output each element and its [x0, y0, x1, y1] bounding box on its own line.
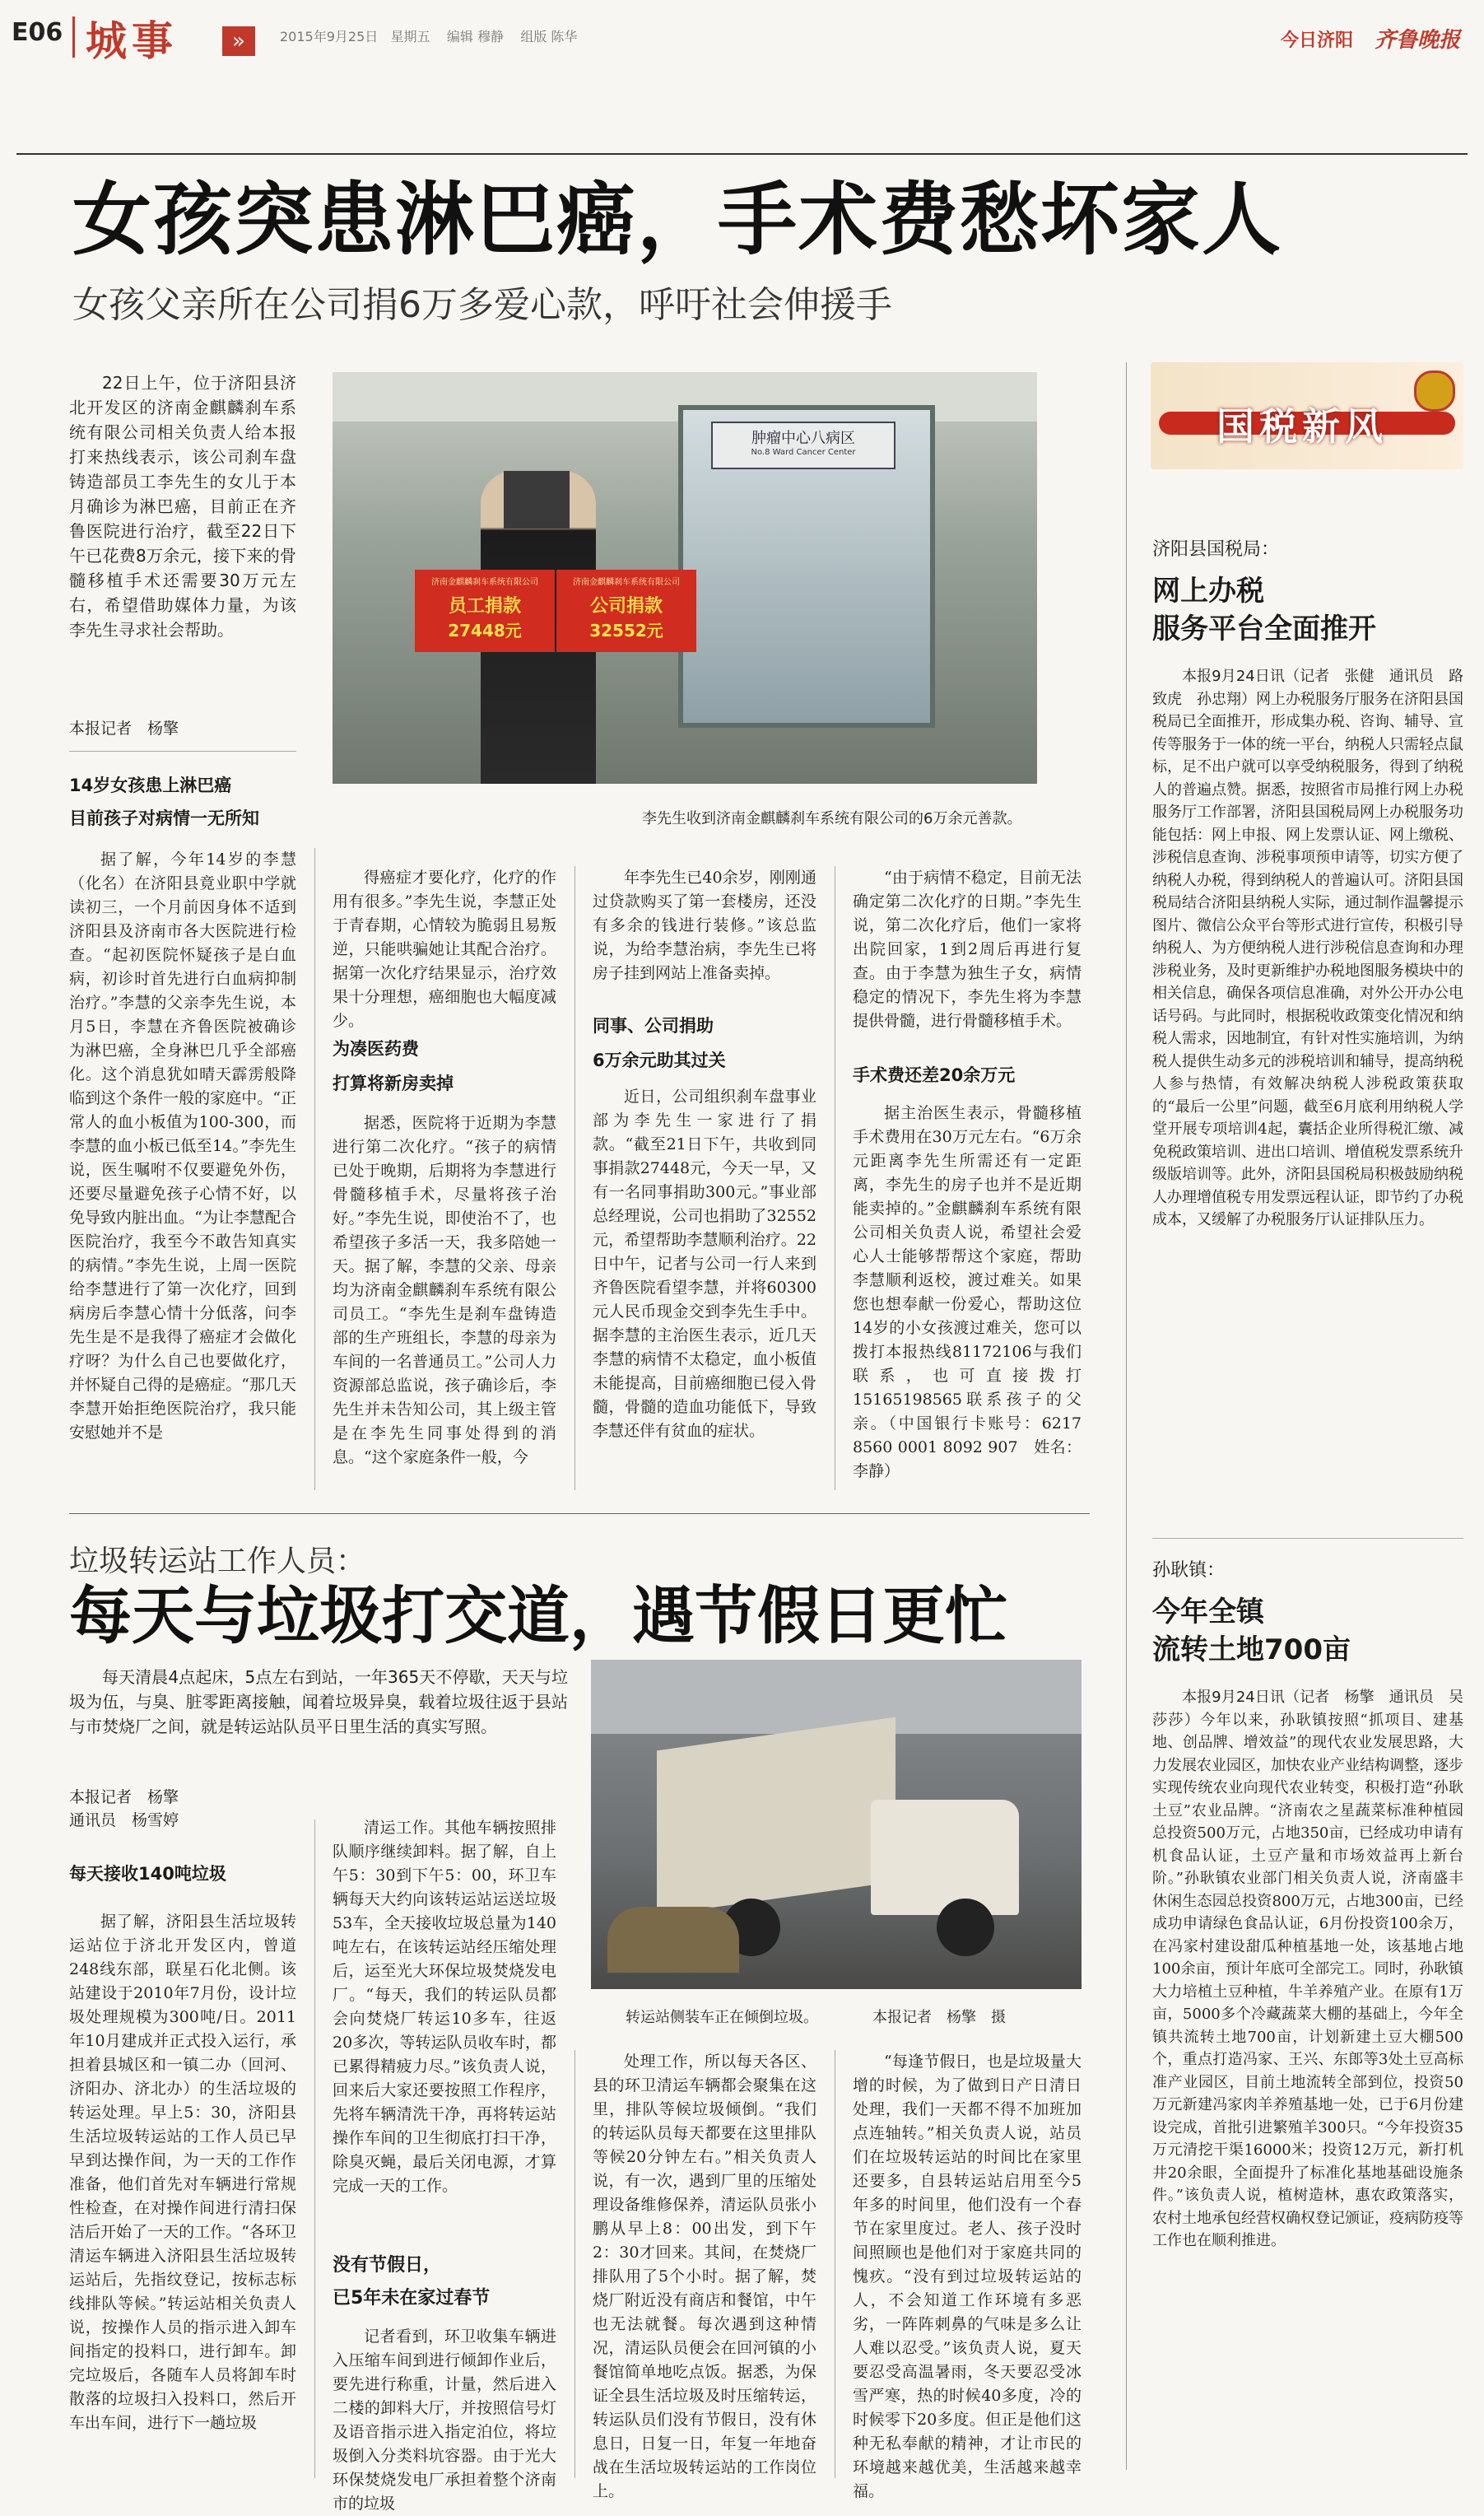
story1-photo-caption: 李先生收到济南金麒麟刹车系统有限公司的6万余元善款。	[642, 810, 1022, 827]
story2-byline-1: 本报记者 杨擎	[69, 1788, 179, 1806]
story1-subhead-1: 14岁女孩患上淋巴癌	[69, 776, 232, 795]
story1-lead-rule	[69, 751, 296, 752]
story1-col2-subhead-2: 打算将新房卖掉	[333, 1074, 454, 1093]
sidebar-story2-body	[1152, 1686, 1463, 2476]
story1-byline: 本报记者 杨擎	[69, 720, 179, 738]
header-divider	[72, 16, 75, 58]
tax-logo-title: 国税新风	[1217, 404, 1388, 449]
weekday: 星期五	[390, 29, 430, 44]
story1-col1: 据了解，今年14岁的李慧（化名）在济阳县竟业职中学就读初三，一个月前因身体不适到济阳县及济南市各大医院进行检查。“起初医院怀疑孩子是白血病，初诊时首先进行白血病抑制治疗。”李慧的父亲李先生说，本月5日，李慧在齐鲁医院被确诊为淋巴癌，全身淋巴几乎全部癌化。这个消息犹如晴天霹雳般降临到这个条件一般的家庭中。“正常人的血小板值为100-300，而李慧的血小板已低至14。”李先生说，医生嘱咐不仅要避免外伤，还要尽量避免孩子心情不好，以免导致内脏出血。“为让李慧配合医院治疗，我至今不敢告知真实的病情。”李先生说，上周一医院给李慧进行了第一次化疗，回到病房后李慧心情十分低落，问李先生是不是我得了癌症才会做化疗呀？为什么自己也要做化疗，并怀疑自己得的是癌症。“那几天李慧开始拒绝医院治疗，我只能安慰她并不是	[69, 850, 296, 1442]
story2-photo-credit: 本报记者 杨擎 摄	[872, 2009, 1006, 2026]
story1-col2b: 据悉，医院将于近期为李慧进行第二次化疗。“孩子的病情已处于晚期，后期将为李慧进行骨髓移植手术，尽量将孩子治好。”李先生说，即使治不了，也希望孩子多活一天，我多陪她一天。据了解，李慧的父亲、母亲均为济南金麒麟刹车系统有限公司员工。“李先生是刹车盘铸造部的生产班组长，李慧的母亲为车间的一名普通员工。”公司人力资源部总监说，孩子确诊后，李先生并未告知公司，其上级主管是在李先生同事处得到的消息。“这个家庭条件一般，今	[333, 1114, 556, 1466]
sidebar-story1-title-1: 网上办税	[1152, 575, 1264, 608]
story1-col2: 得癌症才要化疗，化疗的作用有很多。”李先生说，李慧正处于青春期，心情较为脆弱且易叛逆，只能哄骗她让其配合治疗。据第一次化疗结果显示，治疗效果十分理想，癌细胞也大幅度减少。	[333, 869, 556, 1030]
story2-top-rule	[69, 1513, 1090, 1514]
story1-col4-subhead: 手术费还差20余万元	[853, 1065, 1016, 1085]
col-divider	[314, 1819, 315, 2478]
story1-subhead: 女孩父亲所在公司捐6万多爱心款，呼吁社会伸援手	[72, 284, 892, 326]
section-title: 城事	[86, 17, 178, 65]
story1-col2-subhead-1: 为凑医药费	[333, 1039, 419, 1059]
header-meta	[280, 26, 577, 45]
sidebar-story1-text: 网上办税服务厅服务在济阳县国税局已全面推开，形成集办税、咨询、辅导、宣传等服务于一体的统一平台，纳税人只需轻点鼠标，足不出户就可以享受纳税服务，得到了纳税人的普遍点赞。据悉，按照省市局推行网上办税服务厅工作部署，济阳县国税局网上办税服务功能包括：网上申报、网上发票认证、网上缴税、涉税信息查询、涉税事项预申请等，切实方便了纳税人办税，得到纳税人的普遍认可。济阳县国税局结合济阳县纳税人实际，通过制作温馨提示图片、微信公众平台等形式进行宣传，积极引导纳税人、为方便纳税人进行涉税信息查询和办理涉税业务，及时更新维护办税地图服务模块中的相关信息，确保各项信息准确，对外公开办公电话号码。与此同时，根据税收政策变化情况和纳税人需求，因地制宜，有针对性实施培训，为纳税人提供生动多元的涉税培训和辅导，提高纳税人参与热情，有效解决纳税人涉税政策获取的“最后一公里”问题，截至6月底利用纳税人学堂开展专项培训4起，囊括企业所得税汇缴、减免税政策培训、进出口培训、增值税发票系统升级版培训等。此外，济阳县国税局积极鼓励纳税人办理增值税专用发票远程认证，即节约了办税成本，又缓解了办税服务厅认证排队压力。	[1152, 690, 1463, 1228]
story2-col1: 据了解，济阳县生活垃圾转运站位于济北开发区内，曾道248线东部，联星石化北侧。该站建设于2010年7月份，设计垃圾处理规模为300吨/日。2011年10月建成并正式投入运行，承担着县城区和一镇二办（回河、济阳办、济北办）的生活垃圾的转运处理。早上5：30，济阳县生活垃圾转运站的工作人员已早早到达操作间，为一天的工作作准备，他们首先对车辆进行常规性检查，在对操作间进行清扫保洁后开始了一天的工作。“各环卫清运车辆进入济阳县生活垃圾转运站后，先指纹登记，按标志标线排队等候。”转运站相关负责人说，按操作人员的指示进入卸车间指定的投料口，进行卸车。卸完垃圾后，各随车人员将卸车时散落的垃圾扫入投料口，然后开车出车间，进行下一趟垃圾	[69, 1913, 296, 2432]
story2-photo	[591, 1660, 1082, 1989]
story1-col4b: 据主治医生表示，骨髓移植手术费用在30万元左右。“6万余元距离李先生所需还有一定距离，李先生的房子也并不是近期能卖掉的。”金麒麟刹车系统有限公司相关负责人说，希望社会爱心人士能够帮帮这个家庭，帮助李慧顺利返校，渡过难关。如果您也想奉献一份爱心，帮助这位14岁的小女孩渡过难关，您可以拨打本报热线81172106与我们联系，也可直接拨打15165198565联系孩子的父亲。（中国银行卡账号：6217 8560 0001 8092 907 姓名：李静）	[853, 1104, 1082, 1480]
sidebar-story2-title-2: 流转土地700亩	[1152, 1633, 1351, 1666]
story1-col4: “由于病情不稳定，目前无法确定第二次化疗的日期。”李先生说，第二次化疗后，他们一家将出院回家，1到2周后再进行复查。由于李慧为独生子女，病情稳定的情况下，李先生将为李慧提供骨髓，进行骨髓移植手术。	[853, 869, 1082, 1030]
editor: 编辑 穆静	[446, 29, 504, 44]
story1-col3: 年李先生已40余岁，刚刚通过贷款购买了第一套楼房，还没有多余的钱进行装修。”该总监说，为给李慧治病，李先生已将房子挂到网站上准备卖掉。	[593, 869, 816, 982]
paper-logo: 齐鲁晚报	[1375, 28, 1461, 53]
sidebar-story2-title-1: 今年全镇	[1152, 1596, 1264, 1628]
truck-wheel	[937, 1899, 994, 1956]
story2-byline-2: 通讯员 杨雪婷	[69, 1811, 179, 1829]
donation-banner-left: 济南金麒麟刹车系统有限公司 员工捐款 27448元	[415, 570, 555, 652]
sidebar-story1-body	[1152, 665, 1463, 1513]
sidebar-story1-byline: 本报9月24日讯（记者 张健 通讯员 路致虎 孙忠翔）	[1152, 668, 1463, 708]
story1-lead: 22日上午，位于济阳县济北开发区的济南金麒麟刹车系统有限公司相关负责人给本报打来热线表示，该公司刹车盘铸造部员工李先生的女儿于本月确诊为淋巴癌，目前正在齐鲁医院进行治疗，截至22日下午已花费8万余元，接下来的骨髓移植手术还需要30万元左右，希望借助媒体力量，为该李先生寻求社会帮助。	[69, 373, 296, 640]
page-code: E06	[12, 18, 63, 47]
section-arrow-icon: »	[222, 26, 255, 56]
truck-body	[657, 1717, 896, 1916]
story1-col3-subhead-2: 6万余元助其过关	[593, 1051, 726, 1070]
sidebar-story2-text: 今年以来，孙耿镇按照“抓项目、建基地、创品牌、增效益”的现代农业发展思路，大力发展农业园区，加快农业产业结构调整，逐步实现传统农业向现代农业转变，积极打造“孙耿土豆”农业品牌。“济南农之星蔬菜标准种植园总投资500万元，占地350亩，已经成功申请有机食品认证，土豆产量和市场效益再上新台阶。”孙耿镇农业部门相关负责人说，济南盛丰休闲生态园总投资800万元，占地300亩，已经成功申请绿色食品认证，6月份投资100余万，在冯家村建设甜瓜种植基地一处，该基地占地100余亩，预计年底可全部完工。同时，孙耿镇大力培植土豆种植，牛羊养殖产业。在原有1万亩，5000多个冷藏蔬菜大棚的基础上，今年全镇共流转土地700亩，计划新建土豆大棚500个，重点打造冯家、王兴、东郎等3处土豆高标准产业园区，目前土地流转全部到位，投资50万元新建冯家肉羊养殖基地一处，已于6月份建设完成，首批引进繁殖羊300只。“今年投资35万元清挖干渠16000米；投资12万元，新打机井20余眼，全面提升了标准化基地基础设施条件。”该负责人说，植树造林，惠农政策落实，农村土地承包经营权确权登记颁证，疫病防疫等工作也在顺利推进。	[1152, 1711, 1464, 2249]
story1-headline: 女孩突患淋巴癌，手术费愁坏家人	[72, 174, 1282, 266]
story2-headline: 每天与垃圾打交道，遇节假日更忙	[69, 1579, 1007, 1652]
story1-col3b: 近日，公司组织刹车盘事业部为李先生一家进行了捐款。“截至21日下午，共收到同事捐款27448元，今天一早，又有一名同事捐助300元。”事业部总经理说，公司也捐助了32552元，希望帮助李慧顺利治疗。22日中午，记者与公司一行人来到齐鲁医院看望李慧，并将60300元人民币现金交到李先生手中。据李慧的主治医生表示，近几天李慧的病情不太稳定，血小板值未能提高，目前癌细胞已侵入骨髓，骨髓的造血功能低下，导致李慧还伴有贫血的症状。	[593, 1088, 816, 1440]
edition-name: 今日济阳	[1281, 30, 1354, 51]
sidebar-story1-kicker: 济阳县国税局：	[1152, 539, 1280, 560]
story2-col3: 处理工作，所以每天各区、县的环卫清运车辆都会聚集在这里，排队等候垃圾倾倒。“我们的转运队员每天都要在这里排队等候20分钟左右。”相关负责人说，有一次，遇到厂里的压缩处理设备维修保养，清运队员张小鹏从早上8：00出发，到下午2：30才回来。其间，在焚烧厂排队用了5个小时。据了解，焚烧厂附近没有商店和餐馆，中午也无法就餐。每次遇到这种情况，清运队员便会在回河镇的小餐馆简单地吃点饭。据悉，为保证全县生活垃圾及时压缩转运，转运队员们没有节假日，没有休息日，日复一日，年复一年地奋战在生活垃圾转运站的工作岗位上。	[593, 2052, 816, 2500]
story2-photo-caption: 转运站侧装车正在倾倒垃圾。	[626, 2009, 818, 2026]
story2-col2-subhead-1: 没有节假日，	[333, 2255, 442, 2276]
story2-col4: “每逢节假日，也是垃圾量大增的时候，为了做到日产日清日处理，我们一天都不得不加班加点连轴转。”相关负责人说，站员们在垃圾转运站的时间比在家里还要多，自县转运站启用至今5年多的时间里，他们没有一个春节在家里度过。老人、孩子没时间照顾也是他们对于家庭共同的愧疚。“没有到过垃圾转运站的人，不会知道工作环境有多恶劣，一阵阵刺鼻的气味是多么让人难以忍受。”该负责人说，夏天要忍受高温暑雨，冬天要忍受冰雪严寒，热的时候40多度，冷的时候零下20多度。但正是他们这种无私奉献的精神，才让市民的环境越来越优美，生活越来越幸福。	[853, 2052, 1082, 2500]
story2-col2: 清运工作。其他车辆按照排队顺序继续卸料。据了解，自上午5：30到下午5：00，环卫车辆每天大约向该转运站运送垃圾53车，全天接收垃圾总量为140吨左右，在该转运站经压缩处理后，运至光大环保垃圾焚烧发电厂。“每天，我们的转运队员都会向焚烧厂转运10多车，往返20多次，等转运队员收车时，都已累得精疲力尽。”该负责人说，回来后大家还要按照工作程序，先将车辆清洗干净，再将转运站操作车间的卫生彻底打扫干净，除臭灭蝇，最后关闭电源，才算完成一天的工作。	[333, 1819, 556, 2195]
story1-col3-subhead-1: 同事、公司捐助	[593, 1016, 714, 1036]
date: 2015年9月25日	[280, 29, 379, 44]
story1-photo	[333, 372, 1037, 784]
photo-roof	[591, 1660, 1082, 1734]
story2-subhead-1: 每天接收140吨垃圾	[69, 1864, 226, 1884]
story2-col2-subhead-2: 已5年未在家过春节	[333, 2288, 491, 2309]
col-divider	[314, 848, 315, 1490]
header-rule	[16, 153, 1468, 155]
story2-col2b: 记者看到，环卫收集车辆进入压缩车间到进行倾卸作业后，要先进行称重，计量，然后进入二楼的卸料大厅，并按照信号灯及语音指示进入指定泊位，将垃圾倒入分类料坑容器。由于光大环保焚烧发电厂承担着整个济南市的垃圾	[333, 2327, 556, 2513]
sidebar-rule	[1152, 1538, 1463, 1539]
tax-emblem-icon	[1414, 370, 1455, 412]
sidebar-story2-byline: 本报9月24日讯（记者 杨擎 通讯员 吴莎莎）	[1152, 1689, 1463, 1729]
truck-cab	[871, 1800, 1019, 1915]
story2-lead: 每天清晨4点起床，5点左右到站，一年365天不停歇，天天与垃圾为伍，与臭、脏零距离接触，闻着垃圾异臭，载着垃圾往返于县站与市焚烧厂之间，就是转运站队员平日里生活的真实写照。	[69, 1667, 568, 1736]
donation-banner-right: 济南金麒麟刹车系统有限公司 公司捐款 32552元	[556, 570, 696, 652]
sidebar-story2-kicker: 孙耿镇：	[1152, 1560, 1226, 1581]
photo-face-blur	[504, 471, 570, 529]
story1-subhead-2: 目前孩子对病情一无所知	[69, 808, 259, 828]
sidebar-story1-title-2: 服务平台全面推开	[1152, 613, 1376, 645]
garbage-pile	[607, 1907, 739, 1973]
tax-logo-banner	[1151, 362, 1463, 469]
layout-editor: 组版 陈华	[520, 29, 578, 44]
sidebar-divider	[1126, 362, 1127, 2470]
photo-sign: 肿瘤中心八病区 No.8 Ward Cancer Center	[711, 422, 896, 469]
story2-kicker: 垃圾转运站工作人员：	[69, 1545, 366, 1578]
